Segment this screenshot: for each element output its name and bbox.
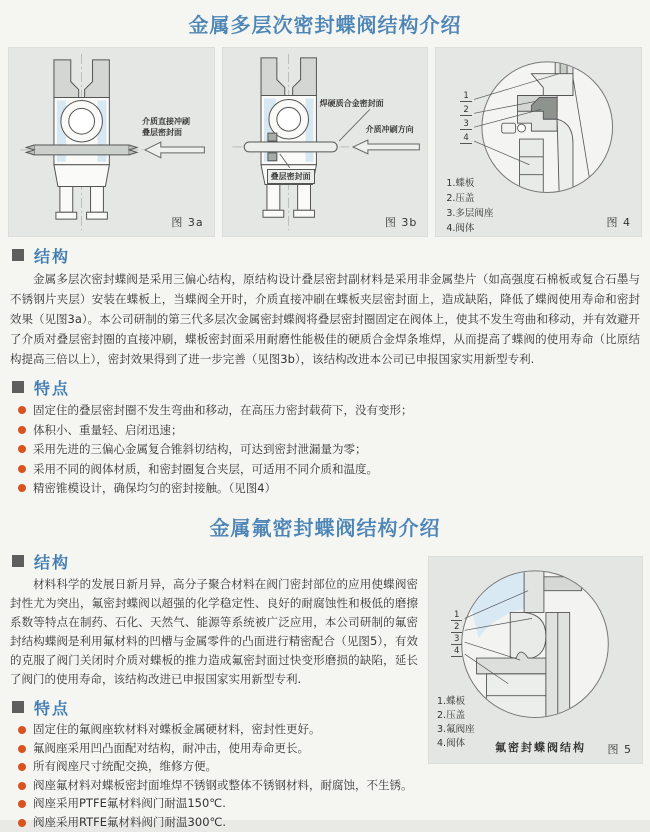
bullet-dot-icon (18, 782, 26, 790)
bullet-dot-icon (18, 465, 26, 473)
fig4-caption: 图 4 (606, 216, 632, 229)
fig3b-caption: 图 3b (384, 216, 418, 229)
section-marker-icon (12, 249, 24, 261)
fig4-callout-2: 2 (460, 105, 471, 116)
bullet-dot-icon (18, 445, 26, 453)
section-marker-icon (12, 381, 24, 393)
fig4-callout-1: 1 (460, 91, 471, 102)
fig3b-seal-label: 叠层密封面 (267, 169, 315, 184)
flow-arrow-icon (353, 140, 419, 154)
bullet-dot-icon (18, 426, 26, 434)
features-heading-2: 特点 (12, 697, 420, 717)
feature-item: 体积小、重量轻、启闭迅速； (18, 421, 642, 439)
fig5-caption: 图 5 (607, 743, 632, 756)
features-list-1 (18, 401, 642, 497)
fig5-callout-4: 4 (451, 646, 462, 657)
features-heading-1: 特点 (12, 377, 642, 397)
bullet-dot-icon (18, 484, 26, 492)
valve-cross-section-3a-drawing (9, 48, 214, 236)
section-multilayer (0, 245, 650, 497)
figure-row (8, 47, 642, 237)
feature-item: 精密锥模设计，确保均匀的密封接触。（见图4） (18, 479, 642, 497)
structure-heading-1: 结构 (12, 245, 642, 265)
feature-item: 氟阀座采用凹凸面配对结构，耐冲击，使用寿命更长。 (18, 740, 420, 758)
structure-paragraph-1: 金属多层次密封蝶阀是采用三偏心结构，原结构设计叠层密封副材料是采用非金属垫片（如高强度石棉板或复合石墨与不锈钢片夹层）安装在蝶板上，当蝶阀全开时，介质直接冲刷在蝶板夹层密封面上，造成缺陷，降低了蝶阀使用寿命和密封效果（见图3a）。本公司研制的第三代多层次金属密封蝶阀将叠层密封圈固定在阀体上，使其不发生弯曲和移动，并有效避开了介质对叠层密封圈的直接冲刷，蝶板密封面采用耐磨性能极佳的硬质合金焊条堆焊，从而提高了蝶阀的使用寿命（比原结构提高三倍以上），密封效果得到了进一步完善（见图3b），该结构改进本公司已申报国家实用新型专利. (10, 272, 640, 366)
feature-item: 采用不同的阀体材质，和密封圈复合夹层，可适用不同介质和温度。 (18, 460, 642, 478)
features-list-2 (18, 721, 420, 831)
fig4-callout-4: 4 (460, 133, 471, 144)
fig3b-arrow-label: 介质冲刷方向 (365, 125, 414, 134)
fig5-callout-1: 1 (451, 610, 462, 621)
feature-item: 所有阀座尺寸统配交换，维修方便。 (18, 758, 420, 776)
fig5-subcaption: 氟密封蝶阀结构 (495, 741, 586, 754)
feature-item: 采用先进的三偏心金属复合锥斜切结构，可达到密封泄漏量为零； (18, 440, 642, 458)
fig5-legend: 1.蝶板 2.压盖 3.氟阀座 4.阀体 (437, 696, 475, 749)
bullet-dot-icon (18, 800, 26, 808)
bullet-dot-icon (18, 726, 26, 734)
feature-item: 阀座采用RTFE氟材料阀门耐温300℃. (18, 814, 420, 832)
figure-5 (428, 556, 643, 764)
bullet-dot-icon (18, 819, 26, 827)
fig4-callout-3: 3 (460, 119, 471, 130)
page-title-fluorine: 金属氟密封蝶阀结构介绍 (209, 516, 441, 540)
section-marker-icon (12, 701, 24, 713)
bullet-dot-icon (18, 406, 26, 414)
feature-item: 阀座采用PTFE氟材料阀门耐温150℃. (18, 795, 420, 813)
structure-paragraph-2: 材料科学的发展日新月异，高分子聚合材料在阀门密封部位的应用使蝶阀密封性尤为突出，氟密封蝶阀以超强的化学稳定性、良好的耐腐蚀性和极低的磨擦系数等特点在制药、石化、天然气、能源等系统被广泛应用，本公司研制的氟密封结构蝶阀是利用氟材料的凹槽与金属零件的凸面进行精密配合（见图5），有效 的克服了阀门关闭时介质对蝶板的推力造成氟密封面过快变形磨损的缺陷，延长了阀门的使用寿命，该结构改进已申报国家实用新型专利. (10, 577, 418, 686)
flow-arrow-icon (145, 142, 204, 158)
fig4-legend: 1.蝶板 2.压盖 3.多层阀座 4.阀体 (446, 178, 494, 234)
bullet-dot-icon (18, 745, 26, 753)
feature-item: 固定住的氟阀座软材料对蝶板金属硬材料，密封性更好。 (18, 721, 420, 739)
section-fluorine-text (8, 543, 428, 832)
bullet-dot-icon (18, 763, 26, 771)
feature-item: 阀座氟材料对蝶板密封面堆焊不锈钢或整体不锈钢材料，耐腐蚀，不生锈。 (18, 777, 420, 795)
figure-3a (8, 47, 215, 237)
fig3b-weld-label: 焊硬质合金密封面 (319, 99, 384, 108)
fig5-callout-2: 2 (451, 622, 462, 633)
page-title-multilayer: 金属多层次密封蝶阀结构介绍 (188, 13, 462, 37)
figure-3b (222, 47, 429, 237)
fig5-callout-3: 3 (451, 634, 462, 645)
section-marker-icon (12, 555, 24, 567)
valve-cross-section-3b-drawing (223, 48, 428, 236)
fig3a-caption: 图 3a (171, 216, 204, 229)
fig3a-arrow-label: 介质直接冲刷 叠层密封面 (142, 117, 190, 137)
feature-item: 固定住的叠层密封圈不发生弯曲和移动，在高压力密封载荷下，没有变形； (18, 401, 642, 419)
structure-heading-2: 结构 (12, 551, 420, 571)
figure-4 (435, 47, 642, 237)
section-fluorine (0, 543, 650, 832)
figure-5-column (428, 543, 644, 832)
